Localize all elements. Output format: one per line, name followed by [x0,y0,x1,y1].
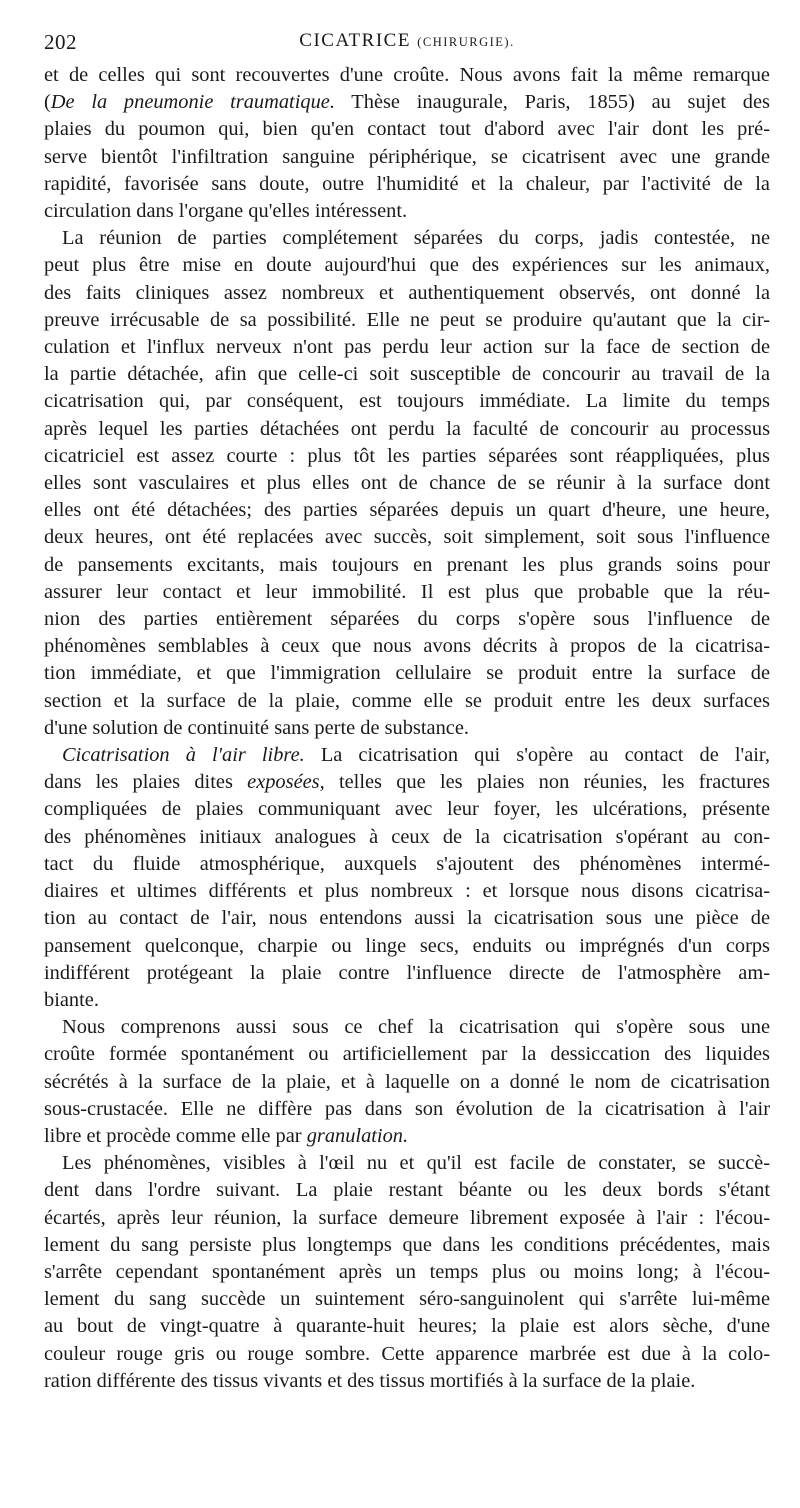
running-title-main: CICATRICE [299,30,411,51]
text-line: Les phénomènes, visibles à l'œil nu et qu'il est facile de constater, se succè- [62,1152,770,1175]
text-line: sous-crustacée. Elle ne diffère pas dans son évolution de la cicatrisation à l'air [44,1097,770,1120]
text-line: preuve irrécusable de sa possibilité. Elle ne peut se produire qu'autant que la cir- [44,308,770,331]
text-line: deux heures, ont été replacées avec succès, soit simplement, soit sous l'influence [44,526,770,549]
text-line: libre et procède comme elle par granulation. [44,1124,409,1147]
text-line: lement du sang persiste plus longtemps que dans les conditions précédentes, mais [44,1233,770,1256]
text-line: ration différente des tissus vivants et des tissus mortifiés à la surface de la plaie. [44,1369,696,1392]
text-line: section et la surface de la plaie, comme elle se produit entre les deux surfaces [44,689,770,712]
text-line: et de celles qui sont recouvertes d'une croûte. Nous avons fait la même remarque [44,64,770,86]
text-line: rapidité, favorisée sans doute, outre l'humidité et la chaleur, par l'activité de la [44,172,770,195]
paragraph-continuation [44,62,770,225]
text-line: culation et l'influx nerveux n'ont pas perdu leur action sur la face de section de [44,336,770,359]
text-line: cicatrisation qui, par conséquent, est toujours immédiate. La limite du temps [44,390,770,413]
text-line: des phénomènes initiaux analogues à ceux de la cicatrisation s'opérant au con- [44,825,770,848]
text-line: couleur rouge gris ou rouge sombre. Cette apparence marbrée est due à la colo- [44,1342,770,1365]
text-line: pansement quelconque, charpie ou linge secs, enduits ou imprégnés d'un corps [44,934,770,957]
text-line: tion immédiate, et que l'immigration cellulaire se produit entre la surface de [44,662,770,685]
text-line: elles ont été détachées; des parties séparées depuis un quart d'heure, une heure, [44,499,770,522]
text-line: elles sont vasculaires et plus elles ont de chance de se réunir à la surface dont [44,472,770,495]
text-line: d'une solution de continuité sans perte de substance. [44,716,469,739]
text-line: Cicatrisation à l'air libre. La cicatrisation qui s'opère au contact de l'air, [62,744,770,767]
paragraph-reunion [44,225,770,742]
text-line: La réunion de parties complétement séparées du corps, jadis contestée, ne [62,227,770,250]
text-line: indifférent protégeant la plaie contre l'influence directe de l'atmosphère am- [44,961,770,984]
text-line: sécrétés à la surface de la plaie, et à laquelle on a donné le nom de cicatrisation [44,1070,770,1093]
text-line: biante. [44,988,99,1011]
paragraph-air-libre [44,742,770,1014]
text-line: tact du fluide atmosphérique, auxquels s'ajoutent des phénomènes intermé- [44,852,770,875]
book-page [44,30,770,1395]
paragraph-phenomenes [44,1150,770,1395]
text-line: après lequel les parties détachées ont perdu la faculté de concourir au processus [44,417,770,440]
text-line: circulation dans l'organe qu'elles intéressent. [44,200,408,223]
text-line: lement du sang succède un suintement séro-sanguinolent qui s'arrête lui-même [44,1288,770,1311]
text-line: nion des parties entièrement séparées du corps s'opère sous l'influence de [44,608,770,631]
text-line: écartés, après leur réunion, la surface demeure librement exposée à l'air : l'écou- [44,1206,770,1229]
text-line: peut plus être mise en doute aujourd'hui que des expériences sur les animaux, [44,254,770,277]
text-line: dans les plaies dites exposées, telles que les plaies non réunies, les fractures [44,771,770,794]
text-line: la partie détachée, afin que celle-ci soit susceptible de concourir au travail de la [44,363,770,386]
text-line: de pansements excitants, mais toujours en prenant les plus grands soins pour [44,553,770,576]
running-title [44,30,770,52]
text-line: diaires et ultimes différents et plus nombreux : et lorsque nous disons cicatrisa- [44,880,770,903]
text-line: assurer leur contact et leur immobilité. Il est plus que probable que la réu- [44,580,770,603]
text-line: phénomènes semblables à ceux que nous avons décrits à propos de la cicatrisa- [44,635,770,658]
page-number: 202 [44,30,77,54]
text-line: au bout de vingt-quatre à quarante-huit heures; la plaie est alors sèche, d'une [44,1315,770,1338]
text-line: dent dans l'ordre suivant. La plaie restant béante ou les deux bords s'étant [44,1179,770,1202]
running-header [44,30,770,60]
text-line: compliquées de plaies communiquant avec leur foyer, les ulcérations, présente [44,798,770,821]
text-line: serve bientôt l'infiltration sanguine périphérique, se cicatrisent avec une grande [44,145,770,168]
paragraph-sous-crustacee [44,1014,770,1150]
text-line: (De la pneumonie traumatique. Thèse inaugurale, Paris, 1855) au sujet des [44,91,770,114]
text-line: cicatriciel est assez courte : plus tôt les parties séparées sont réappliquées, plus [44,444,770,467]
text-line: croûte formée spontanément ou artificiellement par la dessiccation des liquides [44,1043,770,1066]
running-title-subtitle: (CHIRURGIE). [417,35,515,49]
text-line: plaies du poumon qui, bien qu'en contact tout d'abord avec l'air dont les pré- [44,118,770,141]
text-line: s'arrête cependant spontanément après un temps plus ou moins long; à l'écou- [44,1260,770,1283]
text-line: des faits cliniques assez nombreux et authentiquement observés, ont donné la [44,281,770,304]
text-line: Nous comprenons aussi sous ce chef la cicatrisation qui s'opère sous une [62,1016,770,1039]
text-line: tion au contact de l'air, nous entendons aussi la cicatrisation sous une pièce de [44,907,770,930]
